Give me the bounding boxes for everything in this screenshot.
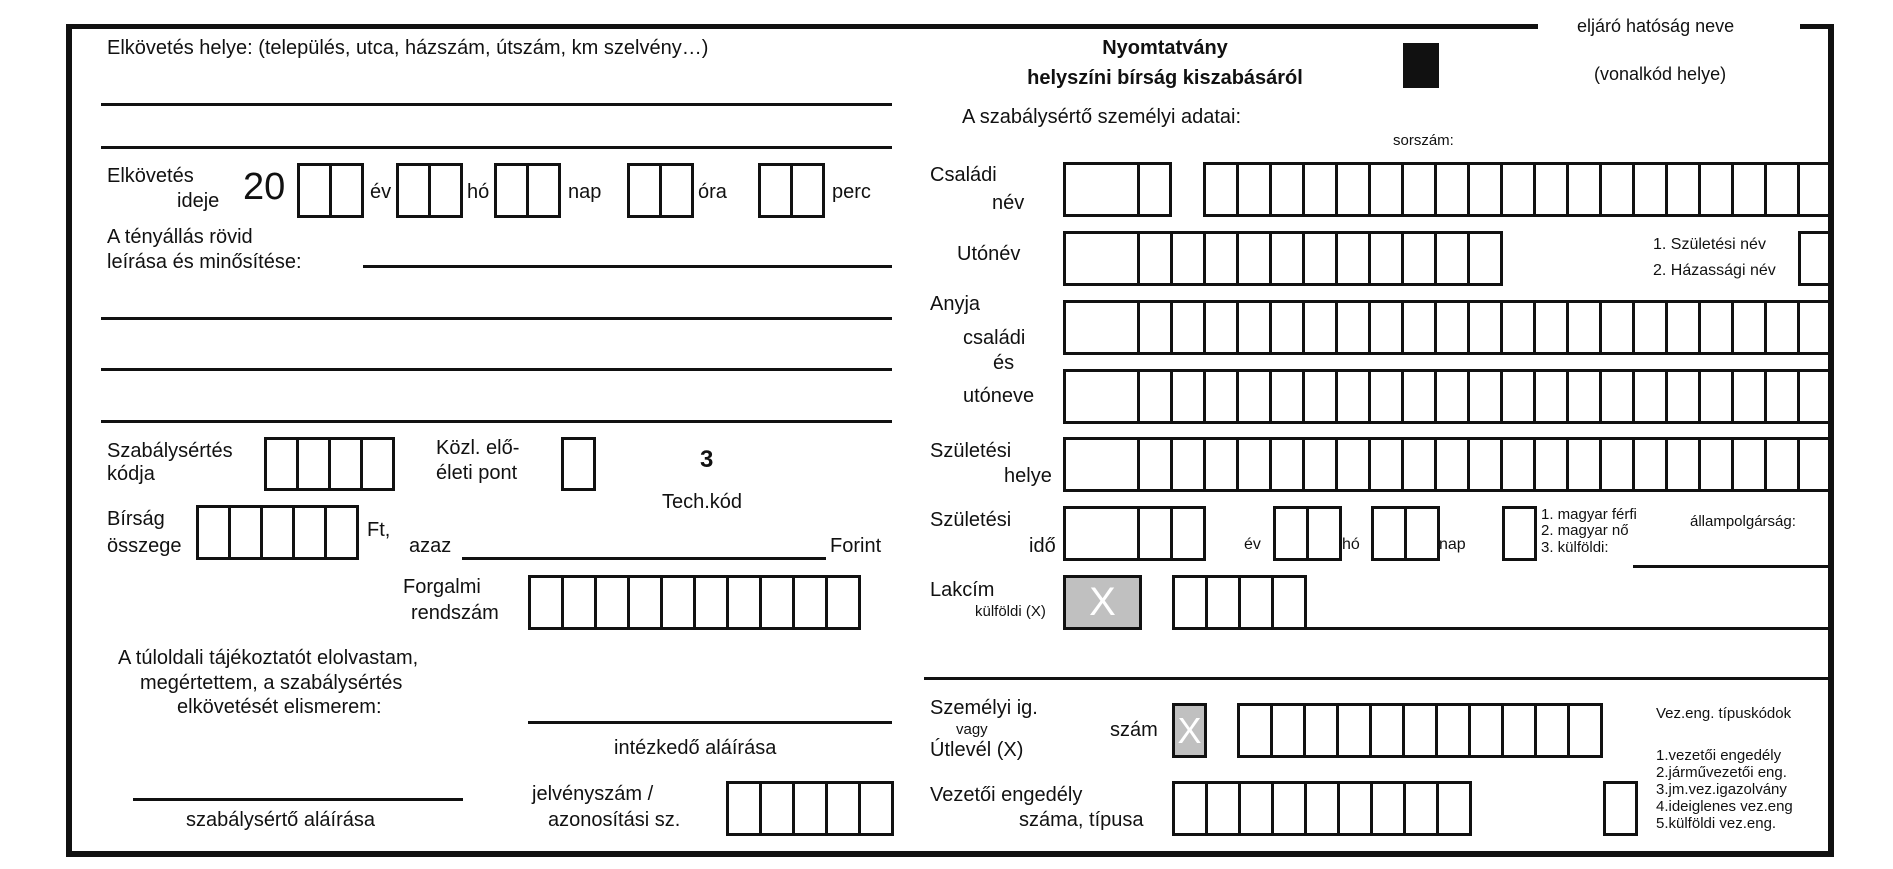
sorszam-label: sorszám: xyxy=(1393,132,1454,149)
license-type-2: 2.járművezetői eng. xyxy=(1656,764,1787,781)
family-name-prefix-boxes[interactable] xyxy=(1063,162,1169,217)
forint-label: Forint xyxy=(830,535,882,557)
personal-data-heading: A szabálysértő személyi adatai: xyxy=(962,106,1242,128)
address-foreign-x-box[interactable]: X xyxy=(1063,575,1142,630)
code-label-2: kódja xyxy=(107,463,155,485)
birth-day-boxes[interactable] xyxy=(1371,506,1437,561)
ack-line-1: A túloldali tájékoztatót elolvastam, xyxy=(118,647,419,669)
license-type-5: 5.külföldi vez.eng. xyxy=(1656,815,1777,832)
citizenship-box[interactable] xyxy=(1502,506,1534,561)
birthplace-label-2: helye xyxy=(1004,465,1052,487)
desc-line-2[interactable] xyxy=(101,317,892,320)
address-postcode-boxes[interactable] xyxy=(1172,575,1304,630)
place-line-2[interactable] xyxy=(101,146,892,149)
form-title-line1: Nyomtatvány xyxy=(1102,37,1228,59)
tech-code-value: 3 xyxy=(700,446,714,473)
tech-code-label: Tech.kód xyxy=(662,491,743,513)
license-type-1: 1.vezetői engedély xyxy=(1656,747,1782,764)
license-number-boxes[interactable] xyxy=(1172,781,1469,836)
barcode-placeholder: (vonalkód helye) xyxy=(1594,64,1727,84)
given-name-label: Utónév xyxy=(957,243,1021,265)
mother-label-4: utóneve xyxy=(963,385,1035,407)
citizenship-label: állampolgárság: xyxy=(1690,513,1796,530)
license-type-3: 3.jm.vez.igazolvány xyxy=(1656,781,1787,798)
kozl-label-2: életi pont xyxy=(436,462,518,484)
citizenship-option-1: 1. magyar férfi xyxy=(1541,506,1637,523)
family-name-label-1: Családi xyxy=(930,164,997,186)
day-unit: nap xyxy=(568,181,602,203)
id-label-1: Személyi ig. xyxy=(930,697,1038,719)
day-boxes[interactable] xyxy=(494,163,558,218)
hour-unit: óra xyxy=(698,181,727,203)
place-label: Elkövetés helye: (település, utca, házszám, útszám, km szelvény…) xyxy=(107,37,709,59)
birth-year-unit: év xyxy=(1244,536,1261,553)
officer-signature-label: intézkedő aláírása xyxy=(614,737,777,759)
time-label-1: Elkövetés xyxy=(107,165,194,187)
minute-unit: perc xyxy=(832,181,871,203)
form-title-line2: helyszíni bírság kiszabásáról xyxy=(1027,67,1303,89)
name-type-2: 2. Házassági név xyxy=(1653,262,1776,279)
id-label-3: Útlevél (X) xyxy=(930,739,1024,761)
time-label-2: ideje xyxy=(177,190,220,212)
birthplace-label-1: Születési xyxy=(930,440,1012,462)
family-name-boxes[interactable] xyxy=(1203,162,1830,217)
fine-boxes[interactable] xyxy=(196,505,356,560)
mother-given-boxes[interactable] xyxy=(1063,369,1830,424)
address-line[interactable] xyxy=(1304,627,1832,630)
offender-signature-label: szabálysértő aláírása xyxy=(186,809,375,831)
plate-label-2: rendszám xyxy=(411,602,499,624)
citizenship-option-2: 2. magyar nő xyxy=(1541,522,1629,539)
desc-line-1[interactable] xyxy=(363,265,892,268)
year-unit: év xyxy=(370,181,392,203)
black-marker xyxy=(1403,43,1439,88)
id-label-2: vagy xyxy=(956,721,988,738)
address-label: Lakcím xyxy=(930,579,995,601)
azaz-label: azaz xyxy=(409,535,452,557)
id-type-x-box[interactable]: X xyxy=(1172,703,1207,758)
given-name-boxes[interactable] xyxy=(1063,231,1500,286)
birth-month-boxes[interactable] xyxy=(1273,506,1339,561)
fine-label-1: Bírság xyxy=(107,508,165,530)
ack-line-2: megértettem, a szabálysértés xyxy=(140,672,403,694)
kozl-label-1: Közl. elő- xyxy=(436,437,520,459)
address-foreign-label: külföldi (X) xyxy=(975,603,1046,620)
license-types-title: Vez.eng. típuskódok xyxy=(1656,705,1792,722)
officer-signature-line[interactable] xyxy=(528,721,892,724)
desc-line-3[interactable] xyxy=(101,368,892,371)
code-label-1: Szabálysértés xyxy=(107,440,233,462)
ft-label: Ft, xyxy=(367,519,391,541)
fine-words-line[interactable] xyxy=(462,557,826,560)
birthdate-label-2: idő xyxy=(1029,535,1056,557)
code-boxes[interactable] xyxy=(264,437,392,491)
place-line-1[interactable] xyxy=(101,103,892,106)
frame-bottom xyxy=(66,851,1834,857)
id-number-boxes[interactable] xyxy=(1237,703,1600,758)
mother-label-3: és xyxy=(993,352,1015,374)
license-label-1: Vezetői engedély xyxy=(930,784,1083,806)
address-separator xyxy=(924,677,1832,680)
citizenship-line[interactable] xyxy=(1633,565,1832,568)
month-boxes[interactable] xyxy=(396,163,460,218)
birth-year-boxes[interactable] xyxy=(1063,506,1203,561)
license-label-2: száma, típusa xyxy=(1019,809,1144,831)
year-boxes[interactable] xyxy=(297,163,361,218)
id-number-label: szám xyxy=(1110,719,1158,741)
desc-label-2: leírása és minősítése: xyxy=(107,251,302,273)
family-name-label-2: név xyxy=(992,192,1025,214)
offender-signature-line[interactable] xyxy=(133,798,463,801)
badge-boxes[interactable] xyxy=(726,781,891,836)
authority-name: eljáró hatóság neve xyxy=(1577,16,1735,36)
fine-label-2: összege xyxy=(107,535,182,557)
birthdate-label-1: Születési xyxy=(930,509,1012,531)
ack-line-3: elkövetését elismerem: xyxy=(177,696,382,718)
badge-label-2: azonosítási sz. xyxy=(548,809,681,831)
birth-month-unit: hó xyxy=(1342,536,1360,553)
frame-top-left xyxy=(66,24,1538,29)
desc-label-1: A tényállás rövid xyxy=(107,226,253,248)
license-type-4: 4.ideiglenes vez.eng xyxy=(1656,798,1793,815)
month-unit: hó xyxy=(467,181,490,203)
name-type-box[interactable] xyxy=(1798,231,1829,286)
plate-boxes[interactable] xyxy=(528,575,858,630)
hour-boxes[interactable] xyxy=(627,163,691,218)
kozl-box[interactable] xyxy=(561,437,593,491)
year-prefix: 20 xyxy=(243,166,286,208)
citizenship-option-3: 3. külföldi: xyxy=(1541,539,1609,556)
plate-label-1: Forgalmi xyxy=(403,576,481,598)
license-type-box[interactable] xyxy=(1603,781,1635,836)
badge-label-1: jelvényszám / xyxy=(532,783,654,805)
minute-boxes[interactable] xyxy=(758,163,822,218)
desc-line-4[interactable] xyxy=(101,420,892,423)
frame-left xyxy=(66,24,72,857)
name-type-1: 1. Születési név xyxy=(1653,236,1766,253)
birthplace-boxes[interactable] xyxy=(1063,437,1830,492)
birth-day-unit: nap xyxy=(1439,536,1466,553)
mother-family-boxes[interactable] xyxy=(1063,300,1830,355)
mother-label-2: családi xyxy=(963,327,1026,349)
mother-label-1: Anyja xyxy=(930,293,981,315)
